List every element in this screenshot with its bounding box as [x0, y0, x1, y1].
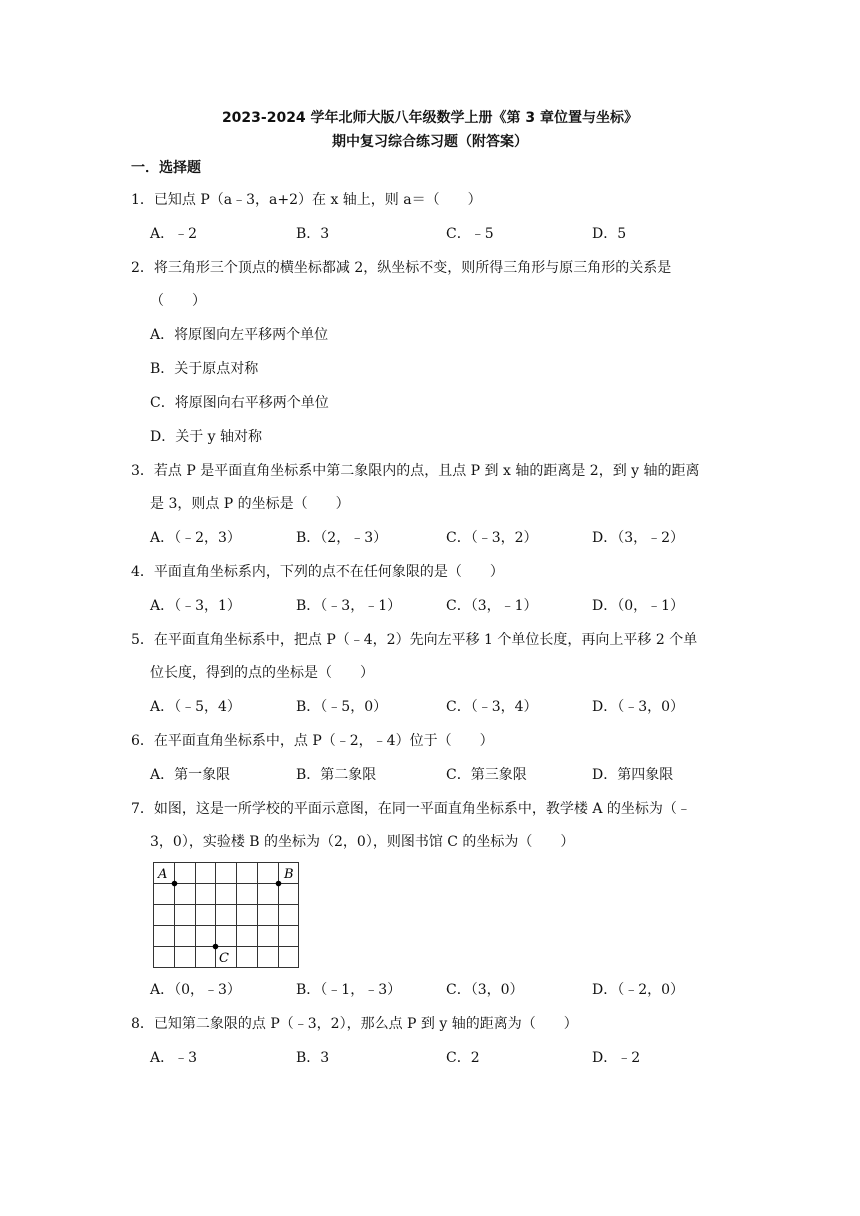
q8-option-c: C．2	[446, 1050, 480, 1066]
point-a-dot	[172, 881, 178, 887]
q3-option-c: C．（﹣3，2）	[446, 530, 538, 546]
q8-option-b: B．3	[296, 1050, 330, 1066]
q2-option-a: A．将原图向左平移两个单位	[150, 327, 329, 343]
q6-option-b: B．第二象限	[296, 767, 377, 783]
section-heading: 一．选择题	[131, 160, 201, 176]
q4-option-c: C．（3，﹣1）	[446, 598, 538, 614]
q1-option-c: C．﹣5	[446, 226, 494, 242]
q3-option-a: A．（﹣2，3）	[150, 530, 241, 546]
q2-option-c: C．将原图向右平移两个单位	[150, 395, 329, 411]
school-map-figure	[150, 860, 302, 970]
q5-option-b: B．（﹣5，0）	[296, 699, 388, 715]
question-3-stem-line1: 3．若点 P 是平面直角坐标系中第二象限内的点，且点 P 到 x 轴的距离是 2，到 y 轴的距离	[131, 463, 700, 479]
question-1-stem: 1．已知点 P（a﹣3，a+2）在 x 轴上，则 a＝（ ）	[131, 192, 482, 208]
q7-option-c: C．（3，0）	[446, 982, 524, 998]
question-3-stem-line2: 是 3，则点 P 的坐标是（ ）	[150, 496, 350, 512]
q4-option-b: B．（﹣3，﹣1）	[296, 598, 402, 614]
question-2-stem-line2: （ ）	[150, 293, 206, 309]
q6-option-d: D．第四象限	[592, 767, 674, 783]
q3-option-d: D．（3，﹣2）	[592, 530, 685, 546]
question-5-stem-line2: 位长度，得到的点的坐标是（ ）	[150, 665, 374, 681]
q8-option-a: A．﹣3	[150, 1050, 198, 1066]
q1-option-d: D．5	[592, 226, 627, 242]
label-a: A	[158, 867, 168, 882]
q7-option-b: B．（﹣1，﹣3）	[296, 982, 402, 998]
q4-option-d: D．（0，﹣1）	[592, 598, 685, 614]
q6-option-a: A．第一象限	[150, 767, 231, 783]
document-title: 2023-2024 学年北师大版八年级数学上册《第 3 章位置与坐标》	[221, 110, 639, 126]
question-4-stem: 4．平面直角坐标系内，下列的点不在任何象限的是（ ）	[131, 564, 504, 580]
question-5-stem-line1: 5．在平面直角坐标系中，把点 P（﹣4，2）先向左平移 1 个单位长度，再向上平移 2 个单	[131, 632, 698, 648]
label-b: B	[284, 867, 294, 882]
q5-option-c: C．（﹣3，4）	[446, 699, 538, 715]
q4-option-a: A．（﹣3，1）	[150, 598, 241, 614]
question-7-stem-line2: 3，0），实验楼 B 的坐标为（2，0），则图书馆 C 的坐标为（ ）	[150, 834, 575, 850]
q8-option-d: D．﹣2	[592, 1050, 641, 1066]
q5-option-d: D．（﹣3，0）	[592, 699, 685, 715]
point-b-dot	[276, 881, 282, 887]
question-7-stem-line1: 7．如图，这是一所学校的平面示意图，在同一平面直角坐标系中，教学楼 A 的坐标为（﹣	[131, 801, 691, 817]
question-6-stem: 6．在平面直角坐标系中，点 P（﹣2，﹣4）位于（ ）	[131, 733, 494, 749]
label-c: C	[219, 951, 229, 966]
q3-option-b: B．（2，﹣3）	[296, 530, 388, 546]
q7-option-d: D．（﹣2，0）	[592, 982, 685, 998]
question-2-stem-line1: 2．将三角形三个顶点的横坐标都减 2，纵坐标不变，则所得三角形与原三角形的关系是	[131, 260, 672, 276]
q6-option-c: C．第三象限	[446, 767, 527, 783]
q1-option-a: A．﹣2	[150, 226, 198, 242]
q5-option-a: A．（﹣5，4）	[150, 699, 241, 715]
point-c-dot	[213, 944, 219, 950]
question-8-stem: 8．已知第二象限的点 P（﹣3，2），那么点 P 到 y 轴的距离为（ ）	[131, 1016, 578, 1032]
q2-option-b: B．关于原点对称	[150, 361, 259, 377]
q2-option-d: D．关于 y 轴对称	[150, 429, 263, 445]
document-subtitle: 期中复习综合练习题（附答案）	[332, 134, 528, 150]
q7-option-a: A．（0，﹣3）	[150, 982, 241, 998]
q1-option-b: B．3	[296, 226, 330, 242]
